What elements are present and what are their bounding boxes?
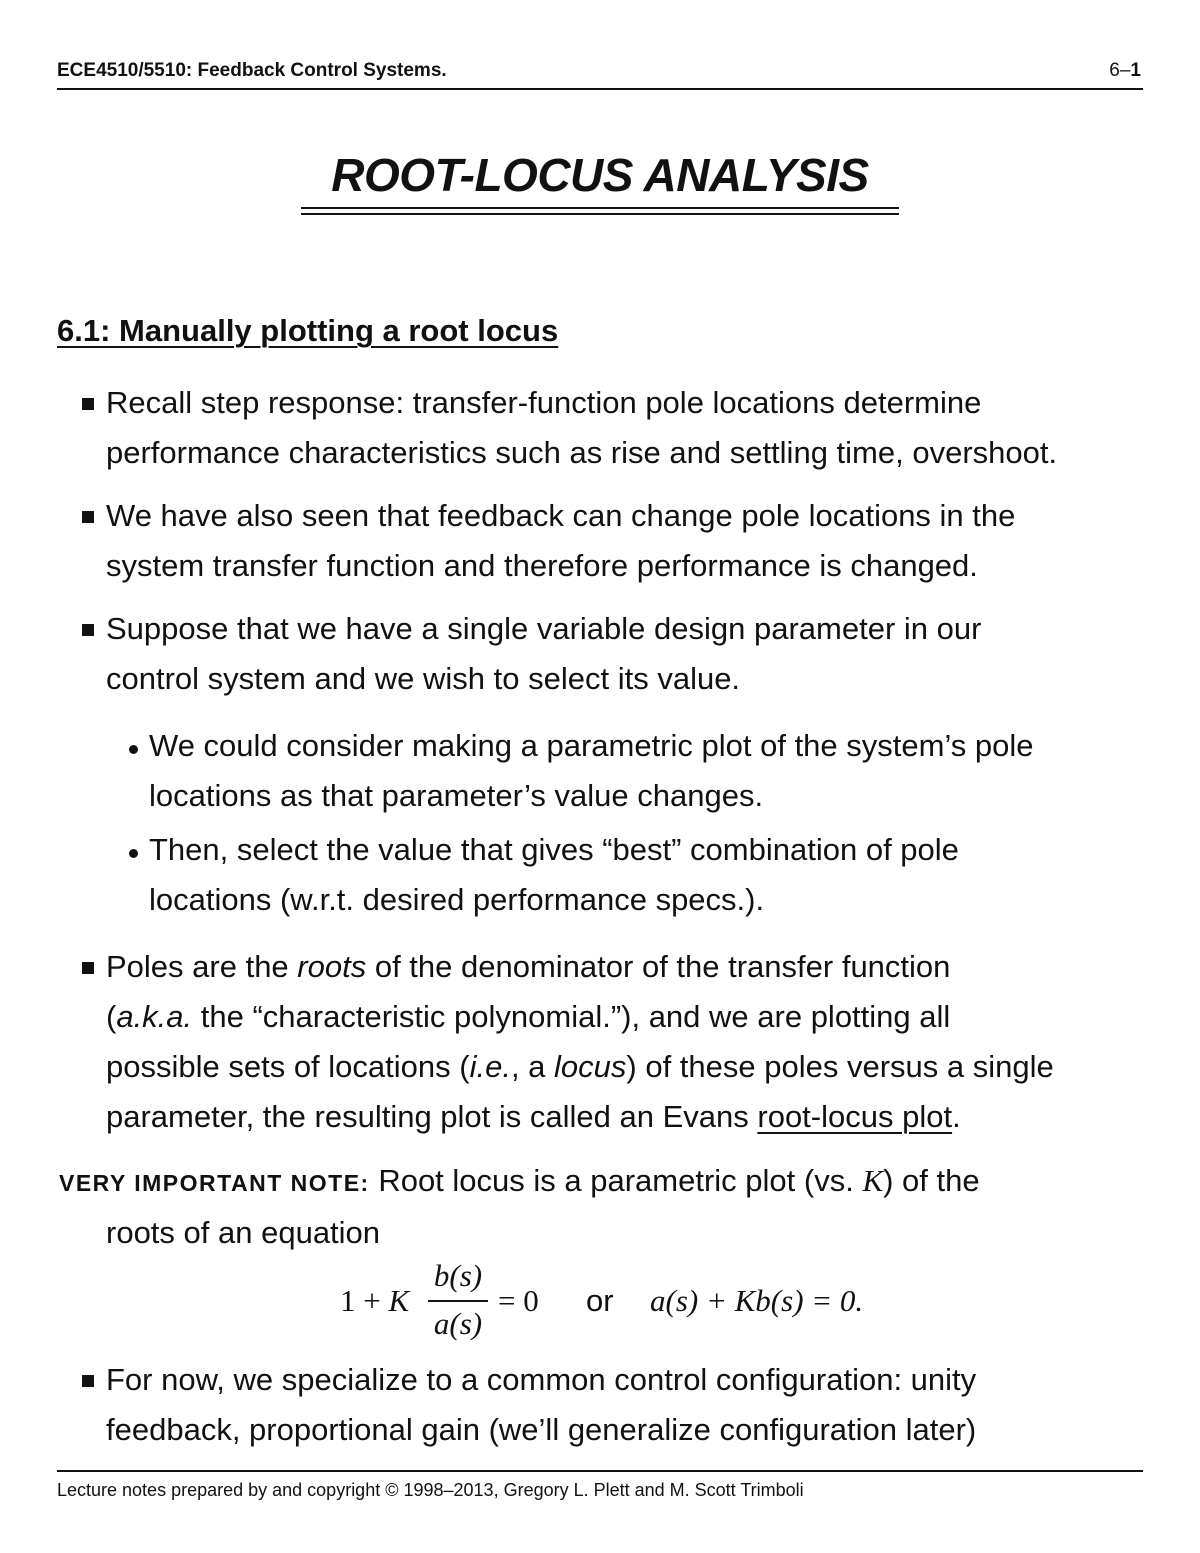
important-note: VERY IMPORTANT NOTE: Root locus is a parametric plot (vs. K) of the roots of an equation [59, 1163, 980, 1250]
course-title: ECE4510/5510: Feedback Control Systems. [57, 60, 447, 81]
round-bullet-icon [129, 849, 138, 858]
square-bullet-icon [82, 398, 94, 410]
page-number-value: 1 [1130, 60, 1141, 81]
bullet-step-response: Recall step response: transfer-function pole locations determine performance characteristics such as rise and settling time, overshoot. [106, 378, 1166, 478]
emphasis-roots: roots [297, 949, 367, 984]
page-footer [57, 1470, 1143, 1500]
page-title: ROOT-LOCUS ANALYSIS [331, 149, 869, 201]
sub-bullet-parametric-plot: We could consider making a parametric plot of the system’s pole locations as that parameter’s value changes. [149, 721, 1169, 821]
section-heading: 6.1: Manually plotting a root locus [57, 313, 559, 348]
square-bullet-icon [82, 624, 94, 636]
bullet-feedback: We have also seen that feedback can change pole locations in the system transfer function and therefore performance is changed. [106, 491, 1166, 591]
page-number [1109, 60, 1141, 82]
sub-bullet-select-value: Then, select the value that gives “best” combination of pole locations (w.r.t. desired performance specs.). [149, 825, 1169, 925]
emphasis-aka: a.k.a. [116, 999, 193, 1034]
fraction-bar [428, 1300, 488, 1302]
copyright-text: Lecture notes prepared by and copyright © 1998–2013, Gregory L. Plett and M. Scott Trimboli [57, 1480, 804, 1500]
bullet-poles-roots: Poles are the roots of the denominator of the transfer function (a.k.a. the “characteristic polynomial.”), and we are plotting all possible sets of locations (i.e., a locus) of these poles versus a single parameter, the resulting plot is called an Evans root-locus plot. [106, 942, 1166, 1142]
square-bullet-icon [82, 962, 94, 974]
title-double-rule [301, 207, 899, 215]
square-bullet-icon [82, 511, 94, 523]
root-locus-plot-term: root-locus plot [757, 1099, 953, 1134]
fraction-numerator: b(s) [433, 1258, 483, 1293]
eq-or: or [586, 1283, 614, 1318]
round-bullet-icon [129, 745, 138, 754]
page-header [57, 58, 1143, 90]
emphasis-ie: i.e. [469, 1049, 511, 1084]
bullet-unity-feedback: For now, we specialize to a common control configuration: unity feedback, proportional gain (we’ll generalize configuration later) [106, 1355, 1166, 1455]
eq1-rhs: = 0 [498, 1283, 539, 1318]
emphasis-locus: locus [554, 1049, 627, 1084]
bullet-design-parameter: Suppose that we have a single variable design parameter in our control system and we wish to select its value. [106, 604, 1166, 704]
note-label: VERY IMPORTANT NOTE: [59, 1170, 370, 1196]
eq-lhs-prefix: 1 + K [340, 1283, 410, 1318]
gain-variable: K [862, 1163, 884, 1198]
fraction-denominator: a(s) [433, 1306, 483, 1341]
square-bullet-icon [82, 1375, 94, 1387]
page-number-prefix: 6– [1109, 60, 1131, 81]
eq2: a(s) + Kb(s) = 0. [650, 1283, 864, 1318]
